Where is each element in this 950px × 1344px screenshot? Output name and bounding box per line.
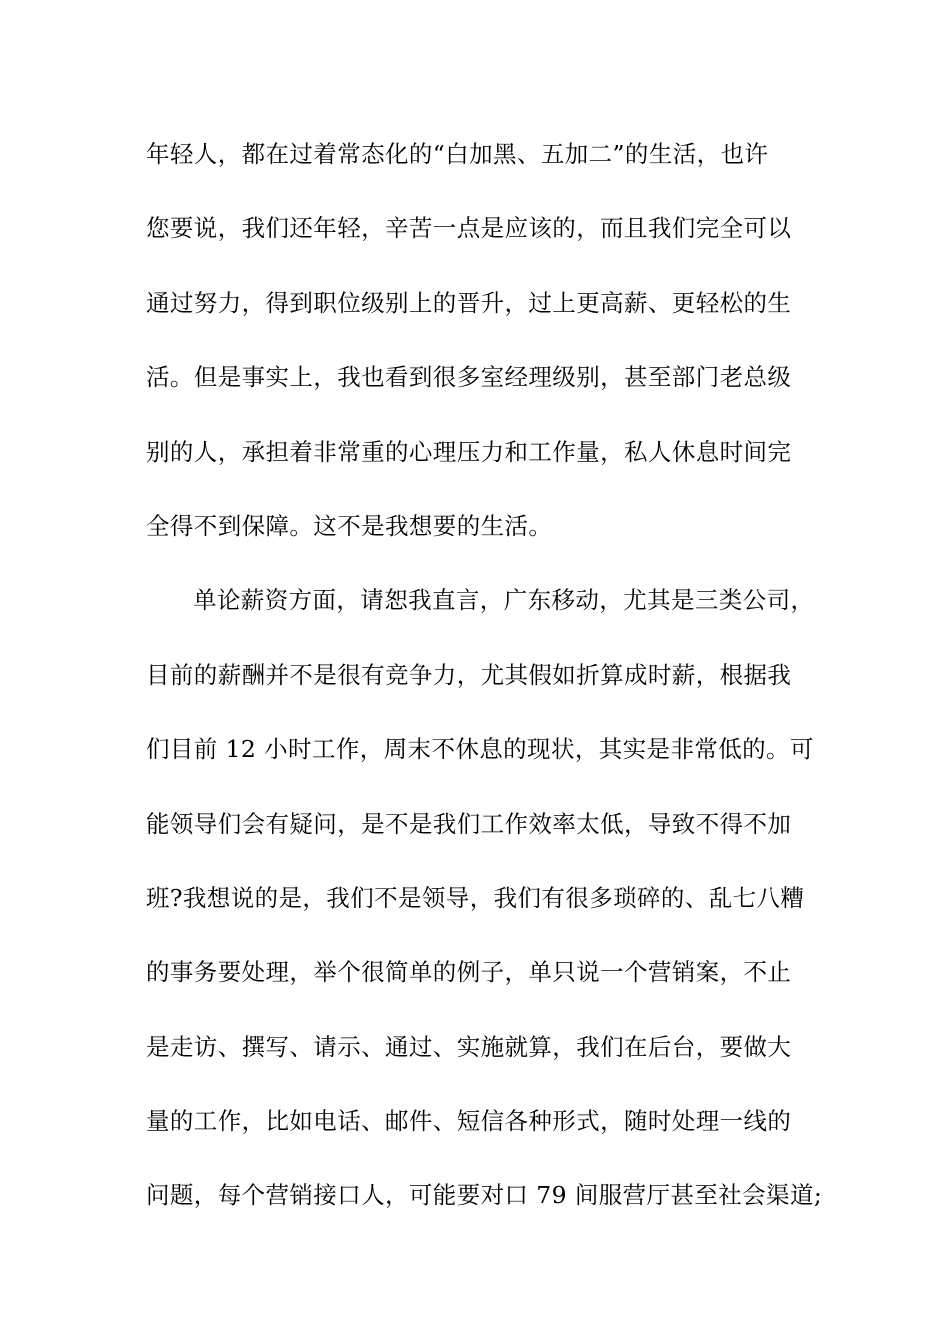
paragraph-start-line: 单论薪资方面，请恕我直言，广东移动，尤其是三类公司， xyxy=(193,586,815,615)
text-line: 们目前 12 小时工作，周末不休息的现状，其实是非常低的。可 xyxy=(146,735,814,764)
text-line: 别的人，承担着非常重的心理压力和工作量，私人休息时间完 xyxy=(146,437,792,466)
text-line: 问题，每个营销接口人，可能要对口 79 间服营厅甚至社会渠道; xyxy=(146,1181,823,1210)
text-line: 能领导们会有疑问，是不是我们工作效率太低，导致不得不加 xyxy=(146,809,792,838)
text-line: 活。但是事实上，我也看到很多室经理级别，甚至部门老总级 xyxy=(146,363,792,392)
text-line: 您要说，我们还年轻，辛苦一点是应该的，而且我们完全可以 xyxy=(146,214,792,243)
body-text xyxy=(146,125,823,1241)
text-line: 年轻人，都在过着常态化的“白加黑、五加二”的生活，也许 xyxy=(146,140,769,168)
text-line: 全得不到保障。这不是我想要的生活。 xyxy=(146,511,553,540)
text-line: 是走访、撰写、请示、通过、实施就算，我们在后台，要做大 xyxy=(146,1032,792,1061)
text-line: 目前的薪酬并不是很有竞争力，尤其假如折算成时薪，根据我 xyxy=(146,660,792,689)
text-line: 班?我想说的是，我们不是领导，我们有很多琐碎的、乱七八糟 xyxy=(146,883,805,912)
text-line: 的事务要处理，举个很简单的例子，单只说一个营销案，不止 xyxy=(146,958,792,987)
text-line: 通过努力，得到职位级别上的晋升，过上更高薪、更轻松的生 xyxy=(146,288,792,317)
text-line: 量的工作，比如电话、邮件、短信各种形式，随时处理一线的 xyxy=(146,1107,792,1136)
